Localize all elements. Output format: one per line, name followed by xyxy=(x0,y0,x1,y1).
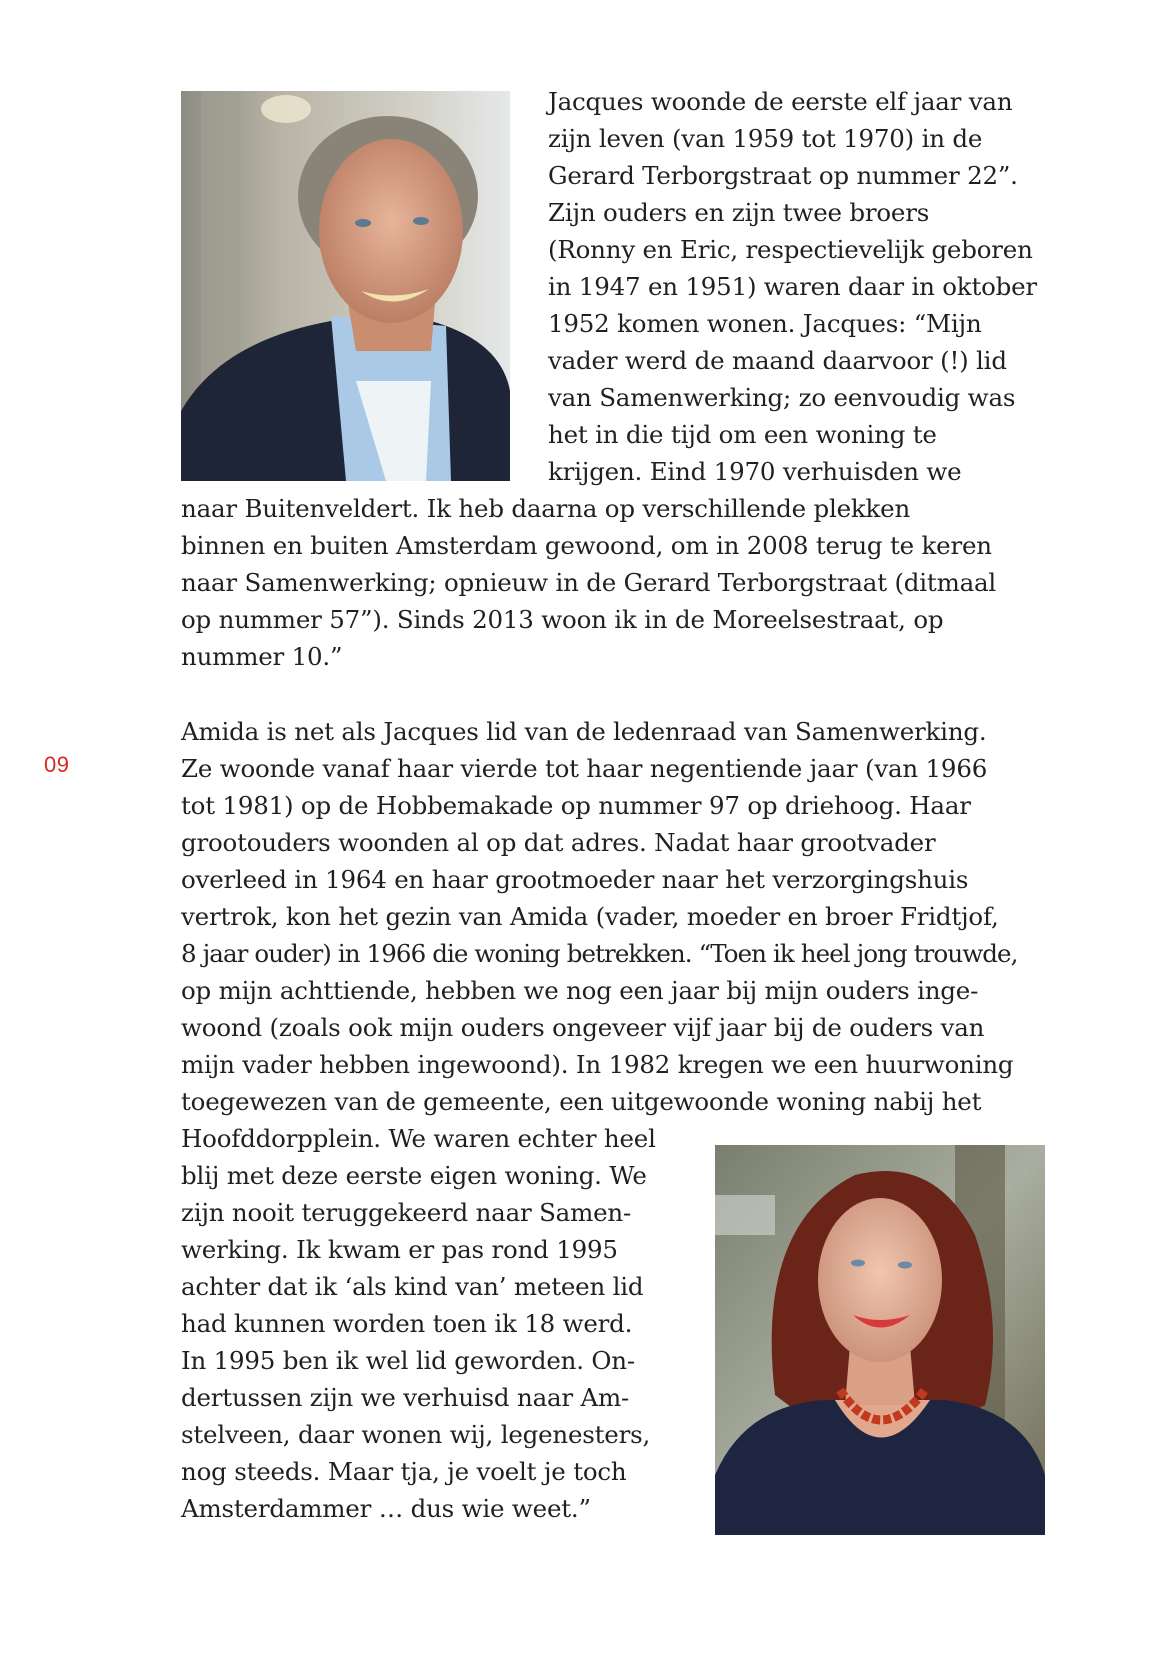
text-line: Jacques woonde de eerste elf jaar van xyxy=(548,87,1013,116)
text-line: binnen en buiten Amsterdam gewoond, om in 2008 terug te keren xyxy=(181,531,992,560)
text-line: Amsterdammer … dus wie weet.” xyxy=(181,1494,591,1523)
text-line: zijn leven (van 1959 tot 1970) in de xyxy=(548,124,983,153)
text-line: overleed in 1964 en haar grootmoeder naar het verzorgingshuis xyxy=(181,865,969,894)
text-line: Amida is net als Jacques lid van de ledenraad van Samenwerking. xyxy=(181,717,987,746)
text-line: blij met deze eerste eigen woning. We xyxy=(181,1161,647,1190)
text-line: op nummer 57”). Sinds 2013 woon ik in de Moreelsestraat, op xyxy=(181,605,944,634)
text-line: het in die tijd om een woning te xyxy=(548,420,937,449)
text-line: Hoofddorpplein. We waren echter heel xyxy=(181,1124,656,1153)
photo-jacques xyxy=(181,91,510,481)
text-line: stelveen, daar wonen wij, legenesters, xyxy=(181,1420,651,1449)
text-line: tot 1981) op de Hobbemakade op nummer 97 op driehoog. Haar xyxy=(181,791,971,820)
text-line: Gerard Terborgstraat op nummer 22”. xyxy=(548,161,1018,190)
text-line: naar Buitenveldert. Ik heb daarna op verschillende plekken xyxy=(181,494,911,523)
text-line: in 1947 en 1951) waren daar in oktober xyxy=(548,272,1037,301)
text-line: naar Samenwerking; opnieuw in de Gerard Terborgstraat (ditmaal xyxy=(181,568,997,597)
text-line: 8 jaar ouder) in 1966 die woning betrekken. “Toen ik heel jong trouwde, xyxy=(181,939,1018,968)
text-line: In 1995 ben ik wel lid geworden. On- xyxy=(181,1346,635,1375)
text-line: woond (zoals ook mijn ouders ongeveer vijf jaar bij de ouders van xyxy=(181,1013,985,1042)
text-line: mijn vader hebben ingewoond). In 1982 kregen we een huurwoning xyxy=(181,1050,1014,1079)
text-line: nummer 10.” xyxy=(181,642,343,671)
text-line: 1952 komen wonen. Jacques: “Mijn xyxy=(548,309,982,338)
text-line: nog steeds. Maar tja, je voelt je toch xyxy=(181,1457,627,1486)
text-line: Zijn ouders en zijn twee broers xyxy=(548,198,930,227)
text-line: werking. Ik kwam er pas rond 1995 xyxy=(181,1235,618,1264)
page-number: 09 xyxy=(44,752,70,777)
text-line: dertussen zijn we verhuisd naar Am- xyxy=(181,1383,630,1412)
text-line: Ze woonde vanaf haar vierde tot haar negentiende jaar (van 1966 xyxy=(181,754,988,783)
text-line: grootouders woonden al op dat adres. Nadat haar grootvader xyxy=(181,828,936,857)
text-line: zijn nooit teruggekeerd naar Samen- xyxy=(181,1198,632,1227)
portrait-amida-image xyxy=(715,1145,1045,1535)
text-line: (Ronny en Eric, respectievelijk geboren xyxy=(548,235,1033,264)
portrait-jacques-image xyxy=(181,91,510,481)
text-line: had kunnen worden toen ik 18 werd. xyxy=(181,1309,633,1338)
text-line: krijgen. Eind 1970 verhuisden we xyxy=(548,457,962,486)
text-line: vader werd de maand daarvoor (!) lid xyxy=(548,346,1007,375)
text-line: op mijn achttiende, hebben we nog een jaar bij mijn ouders inge- xyxy=(181,976,979,1005)
text-line: van Samenwerking; zo eenvoudig was xyxy=(548,383,1016,412)
text-line: toegewezen van de gemeente, een uitgewoonde woning nabij het xyxy=(181,1087,982,1116)
text-line: vertrok, kon het gezin van Amida (vader, moeder en broer Fridtjof, xyxy=(181,902,999,931)
text-line: achter dat ik ‘als kind van’ meteen lid xyxy=(181,1272,644,1301)
photo-amida xyxy=(715,1145,1045,1535)
